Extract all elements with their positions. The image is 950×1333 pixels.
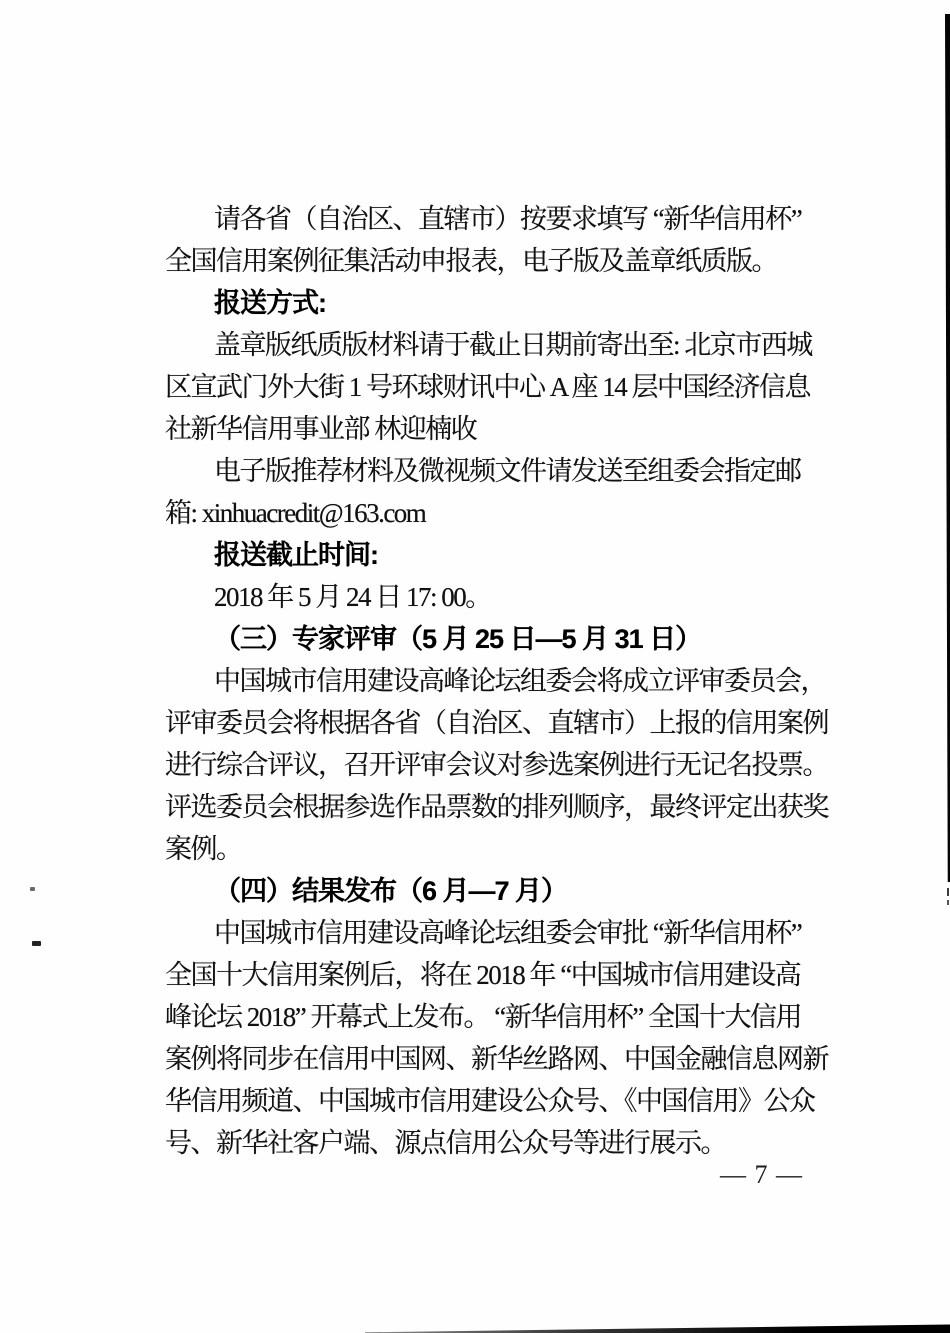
page-number: — 7 — [720, 1160, 803, 1189]
text-line: 电子版推荐材料及微视频文件请发送至组委会指定邮 [214, 456, 801, 486]
text-line: 区宣武门外大街 1 号环球财讯中心 A 座 14 层中国经济信息 [165, 372, 811, 402]
text-line: 案例。 [165, 834, 242, 864]
text-line: 报送截止时间: [214, 540, 378, 570]
scan-speck [32, 941, 41, 946]
scan-right-edge-line [945, 14, 950, 882]
scan-right-edge-dash [947, 888, 949, 896]
text-line: 请各省（自治区、直辖市）按要求填写 “新华信用杯” [214, 204, 802, 234]
scan-bottom-edge-shadow [365, 1324, 950, 1333]
text-line: 华信用频道、中国城市信用建设公众号、《中国信用》公众 [165, 1086, 815, 1116]
text-line: 箱: xinhuacredit@163.com [165, 498, 426, 528]
text-line: 全国十大信用案例后，将在 2018 年 “中国城市信用建设高 [165, 960, 801, 990]
text-line: 中国城市信用建设高峰论坛组委会审批 “新华信用杯” [214, 918, 802, 948]
text-line: 进行综合评议，召开评审会议对参选案例进行无记名投票。 [165, 750, 828, 780]
text-line: 盖章版纸质版材料请于截止日期前寄出至: 北京市西城 [214, 330, 812, 360]
text-line: 全国信用案例征集活动申报表，电子版及盖章纸质版。 [165, 246, 777, 276]
text-line: 峰论坛 2018” 开幕式上发布。 “新华信用杯” 全国十大信用 [165, 1002, 801, 1032]
document-body [165, 198, 828, 1164]
text-line: 社新华信用事业部 林迎楠收 [165, 414, 477, 444]
text-line: 报送方式: [214, 288, 326, 318]
text-line: 评选委员会根据参选作品票数的排列顺序，最终评定出获奖 [165, 792, 828, 822]
text-line: 号、新华社客户端、源点信用公众号等进行展示。 [165, 1128, 726, 1158]
text-line: （四）结果发布（6 月—7 月） [214, 876, 568, 906]
text-line: 2018 年 5 月 24 日 17: 00。 [214, 582, 491, 612]
text-line: 中国城市信用建设高峰论坛组委会将成立评审委员会， [214, 666, 826, 696]
scan-right-edge-dash [947, 900, 949, 905]
scan-speck [30, 887, 35, 891]
text-line: （三）专家评审（5 月 25 日—5 月 31 日） [214, 624, 702, 654]
text-line: 案例将同步在信用中国网、新华丝路网、中国金融信息网新 [165, 1044, 828, 1074]
text-line: 评审委员会将根据各省（自治区、直辖市）上报的信用案例 [165, 708, 828, 738]
